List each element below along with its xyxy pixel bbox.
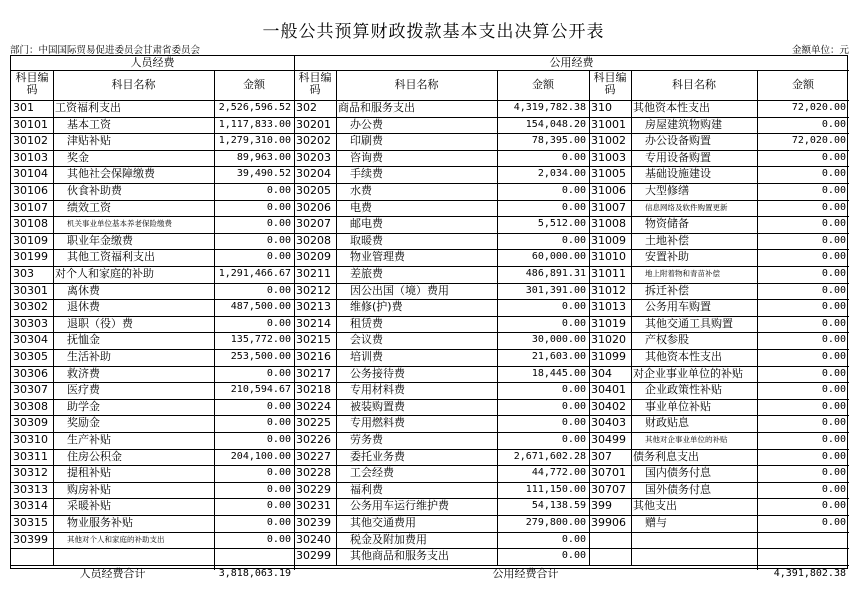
table-row-code: 30301 <box>13 283 48 297</box>
table-row-name: 津贴补贴 <box>67 134 111 148</box>
table-row-code: 30399 <box>13 532 48 546</box>
table-row-amount: 0.00 <box>821 351 846 362</box>
table-row-code: 30707 <box>591 482 626 496</box>
table-row-name: 大型修缮 <box>645 184 689 197</box>
table-row-name: 生产补贴 <box>67 433 111 446</box>
table-row-amount: 1,279,310.00 <box>218 135 291 147</box>
table-row-amount: 0.00 <box>266 400 291 412</box>
table-row-amount: 0.00 <box>266 533 291 545</box>
table-row-name: 办公费 <box>350 117 383 131</box>
table-row-code: 30231 <box>296 499 331 513</box>
table-row-code: 30229 <box>296 482 331 496</box>
table-row-name: 助学金 <box>67 399 100 413</box>
table-row-amount: 4,319,782.38 <box>513 102 586 113</box>
table-row-code: 30302 <box>13 300 48 314</box>
table-row-amount: 0.00 <box>561 151 586 163</box>
table-row-code: 31007 <box>591 200 626 214</box>
table-row-amount: 0.00 <box>266 417 291 429</box>
grid-line <box>631 70 632 565</box>
table-row-amount: 0.00 <box>266 483 291 495</box>
table-row-amount: 0.00 <box>561 301 586 313</box>
table-row-name: 工会经费 <box>350 466 394 480</box>
table-row-name: 债务利息支出 <box>633 449 699 463</box>
table-row-amount: 0.00 <box>821 483 846 495</box>
table-row-name: 物业服务补贴 <box>67 516 133 529</box>
column-header-code-line1: 科目编 <box>298 72 332 84</box>
table-row-name: 医疗费 <box>67 383 100 397</box>
table-row-name: 离休费 <box>67 283 100 297</box>
table-row-name: 提租补贴 <box>67 466 111 480</box>
table-row-name: 伙食补助费 <box>67 184 122 197</box>
table-row-name: 其他资本性支出 <box>633 101 710 114</box>
table-row-amount: 0.00 <box>266 500 291 512</box>
table-row-name: 取暖费 <box>350 233 383 247</box>
table-row-amount: 2,034.00 <box>537 168 586 180</box>
table-row-amount: 0.00 <box>266 367 291 379</box>
table-row-name: 采暖补贴 <box>67 499 111 513</box>
table-row-name: 公务用车购置 <box>645 300 711 314</box>
table-row-name: 印刷费 <box>350 134 383 148</box>
table-row-code: 302 <box>296 101 317 114</box>
table-row-amount: 0.00 <box>561 185 586 196</box>
table-row-amount: 60,000.00 <box>531 251 586 263</box>
table-row-amount: 0.00 <box>821 168 846 180</box>
table-row-name: 邮电费 <box>350 217 383 231</box>
table-row-amount: 1,291,466.67 <box>218 268 291 279</box>
table-row-code: 30104 <box>13 167 48 181</box>
table-row-name: 工资福利支出 <box>55 101 121 114</box>
table-row-name: 生活补助 <box>67 350 111 363</box>
table-row-code: 30213 <box>296 300 331 314</box>
table-row-amount: 0.00 <box>561 417 586 429</box>
table-row-code: 30312 <box>13 466 48 480</box>
table-row-amount: 39,490.52 <box>236 168 291 180</box>
table-row-code: 30239 <box>296 516 331 529</box>
table-row-code: 30201 <box>296 117 331 131</box>
table-row-code: 30228 <box>296 466 331 480</box>
table-row-code: 31012 <box>591 283 626 297</box>
column-header-code <box>294 72 336 96</box>
table-row-code: 30102 <box>13 134 48 148</box>
table-row-name: 救济费 <box>67 366 100 380</box>
table-row-code: 30216 <box>296 350 331 363</box>
table-row-code: 30224 <box>296 399 331 413</box>
table-row-amount: 0.00 <box>266 317 291 329</box>
table-row-name: 退职（役）费 <box>67 316 133 330</box>
table-row-name: 财政贴息 <box>645 416 689 430</box>
table-row-name: 地上附着物和青苗补偿 <box>645 269 720 278</box>
table-row-amount: 135,772.00 <box>230 334 291 346</box>
table-row-code: 30214 <box>296 316 331 330</box>
public-group-header: 公用经费 <box>549 56 594 69</box>
table-row-amount: 18,445.00 <box>531 367 586 379</box>
table-row-code: 30212 <box>296 283 331 297</box>
column-header-code-line2: 码 <box>26 83 38 96</box>
column-header-code-line2: 码 <box>604 83 616 96</box>
table-row-name: 事业单位补贴 <box>645 399 711 413</box>
table-row-code: 30108 <box>13 217 48 231</box>
table-row-code: 31006 <box>591 184 626 197</box>
table-row-name: 国外债务付息 <box>645 482 711 496</box>
table-row-name: 退休费 <box>67 300 100 314</box>
table-row-amount: 0.00 <box>821 185 846 196</box>
table-row-amount: 487,500.00 <box>230 301 291 313</box>
table-row-code: 31020 <box>591 333 626 347</box>
column-header-code-line1: 科目编 <box>15 72 49 84</box>
table-row-code: 30206 <box>296 200 331 214</box>
table-row-amount: 279,800.00 <box>525 517 586 528</box>
table-row-amount: 0.00 <box>821 467 846 479</box>
table-row-code: 30211 <box>296 267 331 280</box>
table-row-code: 399 <box>591 499 612 513</box>
table-row-amount: 0.00 <box>561 317 586 329</box>
table-row-amount: 0.00 <box>266 517 291 528</box>
table-row-amount: 0.00 <box>821 517 846 528</box>
table-row-name: 公务用车运行维护费 <box>350 499 449 513</box>
table-row-amount: 5,512.00 <box>537 218 586 230</box>
table-row-name: 办公设备购置 <box>645 134 711 148</box>
table-row-amount: 0.00 <box>266 185 291 196</box>
table-row-amount: 0.00 <box>266 234 291 246</box>
table-row-code: 31099 <box>591 350 626 363</box>
table-row-amount: 0.00 <box>561 434 586 445</box>
table-row-name: 培训费 <box>350 350 383 363</box>
table-row-code: 30204 <box>296 167 331 181</box>
table-row-amount: 0.00 <box>821 384 846 396</box>
table-row-amount: 72,020.00 <box>791 135 846 147</box>
table-row-amount: 111,150.00 <box>525 483 586 495</box>
table-row-code: 31013 <box>591 300 626 314</box>
column-header-name: 科目名称 <box>394 78 439 91</box>
table-row-code: 30299 <box>296 549 331 563</box>
table-row-code: 303 <box>13 267 34 280</box>
table-row-amount: 30,000.00 <box>531 334 586 346</box>
personnel-total-label: 人员经费合计 <box>79 566 146 580</box>
table-row-name: 税金及附加费用 <box>350 532 427 546</box>
table-row-code: 30305 <box>13 350 48 363</box>
table-row-name: 物资储备 <box>645 217 689 231</box>
table-row-code: 307 <box>591 449 612 463</box>
table-row-amount: 0.00 <box>561 201 586 213</box>
table-row-code: 30106 <box>13 184 48 197</box>
table-row-amount: 210,594.67 <box>230 384 291 396</box>
table-row-amount: 0.00 <box>821 301 846 313</box>
table-row-name: 电费 <box>350 200 372 214</box>
table-row-name: 劳务费 <box>350 433 383 446</box>
table-row-amount: 0.00 <box>821 417 846 429</box>
table-row-code: 30499 <box>591 433 626 446</box>
table-row-name: 其他对个人和家庭的补助支出 <box>67 534 165 544</box>
table-row-amount: 0.00 <box>561 400 586 412</box>
table-row-name: 公务接待费 <box>350 366 405 380</box>
table-row-amount: 0.00 <box>821 201 846 213</box>
table-row-name: 手续费 <box>350 167 383 181</box>
table-row-amount: 253,500.00 <box>230 351 291 362</box>
table-row-code: 31019 <box>591 316 626 330</box>
public-total-label: 公用经费合计 <box>492 566 559 580</box>
table-row-amount: 44,772.00 <box>531 467 586 479</box>
table-row-code: 30307 <box>13 383 48 397</box>
table-row-name: 其他支出 <box>633 499 677 513</box>
table-row-amount: 0.00 <box>266 218 291 230</box>
page-title: 一般公共预算财政拨款基本支出决算公开表 <box>262 22 605 42</box>
table-row-name: 信息网络及软件购置更新 <box>645 202 728 212</box>
table-row-amount: 0.00 <box>561 550 586 562</box>
table-row-code: 31010 <box>591 250 626 264</box>
table-row-code: 31001 <box>591 117 626 131</box>
table-row-name: 基础设施建设 <box>645 167 711 181</box>
table-row-code: 30304 <box>13 333 48 347</box>
table-row-name: 职业年金缴费 <box>67 233 133 247</box>
column-header-amount: 金额 <box>243 78 265 91</box>
table-row-code: 30313 <box>13 482 48 496</box>
table-row-code: 31002 <box>591 134 626 148</box>
table-row-name: 基本工资 <box>67 117 111 131</box>
column-header-name: 科目名称 <box>672 78 716 91</box>
column-header-amount: 金额 <box>532 78 554 91</box>
table-row-name: 赠与 <box>645 516 667 529</box>
table-row-code: 30226 <box>296 433 331 446</box>
table-row-name: 维修(护)费 <box>350 300 403 314</box>
table-row-name: 其他交通工具购置 <box>645 316 733 330</box>
table-row-name: 商品和服务支出 <box>338 101 415 114</box>
table-row-name: 咨询费 <box>350 150 383 164</box>
personnel-total-amount: 3,818,063.19 <box>218 567 291 579</box>
table-row-amount: 0.00 <box>821 151 846 163</box>
table-row-name: 其他工资福利支出 <box>67 250 155 264</box>
table-row-name: 专用燃料费 <box>350 416 405 430</box>
column-header-code <box>11 72 53 96</box>
table-row-name: 会议费 <box>350 333 383 347</box>
table-row-code: 30103 <box>13 150 48 164</box>
table-row-name: 其他资本性支出 <box>645 350 722 363</box>
table-row-name: 机关事业单位基本养老保险缴费 <box>67 219 172 229</box>
table-row-code: 310 <box>591 101 612 114</box>
table-row-amount: 0.00 <box>266 201 291 213</box>
table-row-amount: 54,138.59 <box>531 500 586 512</box>
table-row-name: 被装购置费 <box>350 399 405 413</box>
column-header-name: 科目名称 <box>111 78 156 91</box>
table-row-code: 30306 <box>13 366 48 380</box>
table-row-name: 水费 <box>350 184 372 197</box>
table-row-amount: 0.00 <box>821 400 846 412</box>
table-row-name: 其他社会保障缴费 <box>67 167 155 181</box>
grid-line <box>53 70 54 565</box>
table-row-amount: 154,048.20 <box>525 118 586 130</box>
column-header-code-line2: 码 <box>309 83 321 96</box>
table-row-code: 30218 <box>296 383 331 397</box>
column-header-amount: 金额 <box>792 78 814 91</box>
table-row-code: 304 <box>591 366 612 380</box>
table-row-code: 30308 <box>13 399 48 413</box>
table-row-code: 30227 <box>296 449 331 463</box>
table-row-name: 国内债务付息 <box>645 466 711 480</box>
table-row-amount: 0.00 <box>561 234 586 246</box>
table-row-name: 委托业务费 <box>350 449 405 463</box>
table-row-code: 39906 <box>591 516 626 529</box>
unit-label: 金额单位：元 <box>791 45 849 56</box>
table-row-code: 31005 <box>591 167 626 181</box>
table-row-name: 土地补偿 <box>645 233 689 247</box>
table-row-amount: 0.00 <box>266 251 291 263</box>
table-row-amount: 0.00 <box>821 234 846 246</box>
table-row-name: 抚恤金 <box>67 333 100 347</box>
table-row-code: 30215 <box>296 333 331 347</box>
table-row-amount: 0.00 <box>821 218 846 230</box>
table-row-name: 绩效工资 <box>67 200 111 214</box>
table-row-amount: 486,891.31 <box>525 268 586 279</box>
table-row-name: 物业管理费 <box>350 250 405 264</box>
table-row-name: 其他交通费用 <box>350 516 416 529</box>
table-row-name: 对个人和家庭的补助 <box>55 267 154 280</box>
table-row-amount: 0.00 <box>266 467 291 479</box>
table-row-amount: 0.00 <box>821 450 846 462</box>
table-row-code: 30402 <box>591 399 626 413</box>
table-row-code: 30310 <box>13 433 48 446</box>
department-label: 部门：中国国际贸易促进委员会甘肃省委员会 <box>10 45 201 56</box>
table-row-code: 30240 <box>296 532 331 546</box>
grid-line <box>589 70 590 565</box>
table-row-name: 差旅费 <box>350 267 383 280</box>
table-row-amount: 0.00 <box>821 334 846 346</box>
table-row-amount: 204,100.00 <box>230 450 291 462</box>
table-row-name: 房屋建筑物购建 <box>645 117 722 131</box>
table-row-code: 30203 <box>296 150 331 164</box>
table-row-name: 其他对企事业单位的补贴 <box>645 435 728 444</box>
table-row-code: 31009 <box>591 233 626 247</box>
table-row-amount: 1,117,833.00 <box>218 118 291 130</box>
table-row-code: 30202 <box>296 134 331 148</box>
table-row-name: 奖金 <box>67 150 89 164</box>
table-row-code: 30309 <box>13 416 48 430</box>
table-row-name: 其他商品和服务支出 <box>350 549 449 563</box>
table-row-code: 30207 <box>296 217 331 231</box>
table-row-name: 安置补助 <box>645 250 689 264</box>
table-row-code: 30205 <box>296 184 331 197</box>
grid-line <box>336 70 337 565</box>
table-row-code: 301 <box>13 101 34 114</box>
table-row-code: 30109 <box>13 233 48 247</box>
table-row-amount: 0.00 <box>821 284 846 296</box>
table-row-amount: 72,020.00 <box>791 102 846 113</box>
table-row-amount: 2,526,596.52 <box>218 102 291 113</box>
table-row-name: 企业政策性补贴 <box>645 383 722 397</box>
table-row-code: 30217 <box>296 366 331 380</box>
table-row-amount: 0.00 <box>821 367 846 379</box>
table-row-amount: 0.00 <box>821 317 846 329</box>
table-row-name: 奖励金 <box>67 416 100 430</box>
table-row-amount: 0.00 <box>821 434 846 445</box>
table-row-amount: 0.00 <box>266 434 291 445</box>
personnel-group-header: 人员经费 <box>130 56 175 69</box>
table-row-name: 专用材料费 <box>350 383 405 397</box>
table-row-code: 30401 <box>591 383 626 397</box>
table-row-code: 31011 <box>591 267 626 280</box>
table-row-name: 专用设备购置 <box>645 150 711 164</box>
table-row-amount: 89,963.00 <box>236 151 291 163</box>
table-row-code: 30314 <box>13 499 48 513</box>
table-row-name: 购房补贴 <box>67 482 111 496</box>
grid-line <box>294 56 295 570</box>
table-row-code: 30209 <box>296 250 331 264</box>
table-row-amount: 301,391.00 <box>525 284 586 296</box>
table-row-code: 30199 <box>13 250 48 264</box>
table-row-name: 因公出国（境）费用 <box>350 283 449 297</box>
table-row-name: 产权参股 <box>645 333 689 347</box>
table-row-code: 30403 <box>591 416 626 430</box>
table-row-code: 30311 <box>13 449 48 463</box>
table-row-amount: 21,603.00 <box>531 351 586 362</box>
column-header-code-line1: 科目编 <box>593 72 627 84</box>
table-row-amount: 0.00 <box>561 533 586 545</box>
table-row-code: 30303 <box>13 316 48 330</box>
table-row-name: 住房公积金 <box>67 449 122 463</box>
table-row-name: 租赁费 <box>350 316 383 330</box>
table-row-amount: 0.00 <box>266 284 291 296</box>
table-row-amount: 0.00 <box>821 268 846 279</box>
table-row-amount: 78,395.00 <box>531 135 586 147</box>
table-row-code: 30701 <box>591 466 626 480</box>
table-row-amount: 0.00 <box>821 500 846 512</box>
table-row-amount: 0.00 <box>821 251 846 263</box>
table-row-code: 30107 <box>13 200 48 214</box>
public-total-amount: 4,391,802.38 <box>773 567 846 579</box>
table-row-name: 对企业事业单位的补贴 <box>633 366 743 380</box>
budget-table <box>10 55 848 580</box>
table-row-amount: 0.00 <box>821 118 846 130</box>
table-row-code: 30208 <box>296 233 331 247</box>
table-row-name: 拆迁补偿 <box>645 283 689 297</box>
table-row-code: 31003 <box>591 150 626 164</box>
table-row-name: 福利费 <box>350 482 383 496</box>
table-row-code: 30315 <box>13 516 48 529</box>
column-header-code <box>589 72 631 96</box>
table-row-code: 30101 <box>13 117 48 131</box>
table-row-amount: 2,671,602.28 <box>513 450 586 462</box>
table-row-code: 31008 <box>591 217 626 231</box>
table-row-amount: 0.00 <box>561 384 586 396</box>
table-row-code: 30225 <box>296 416 331 430</box>
